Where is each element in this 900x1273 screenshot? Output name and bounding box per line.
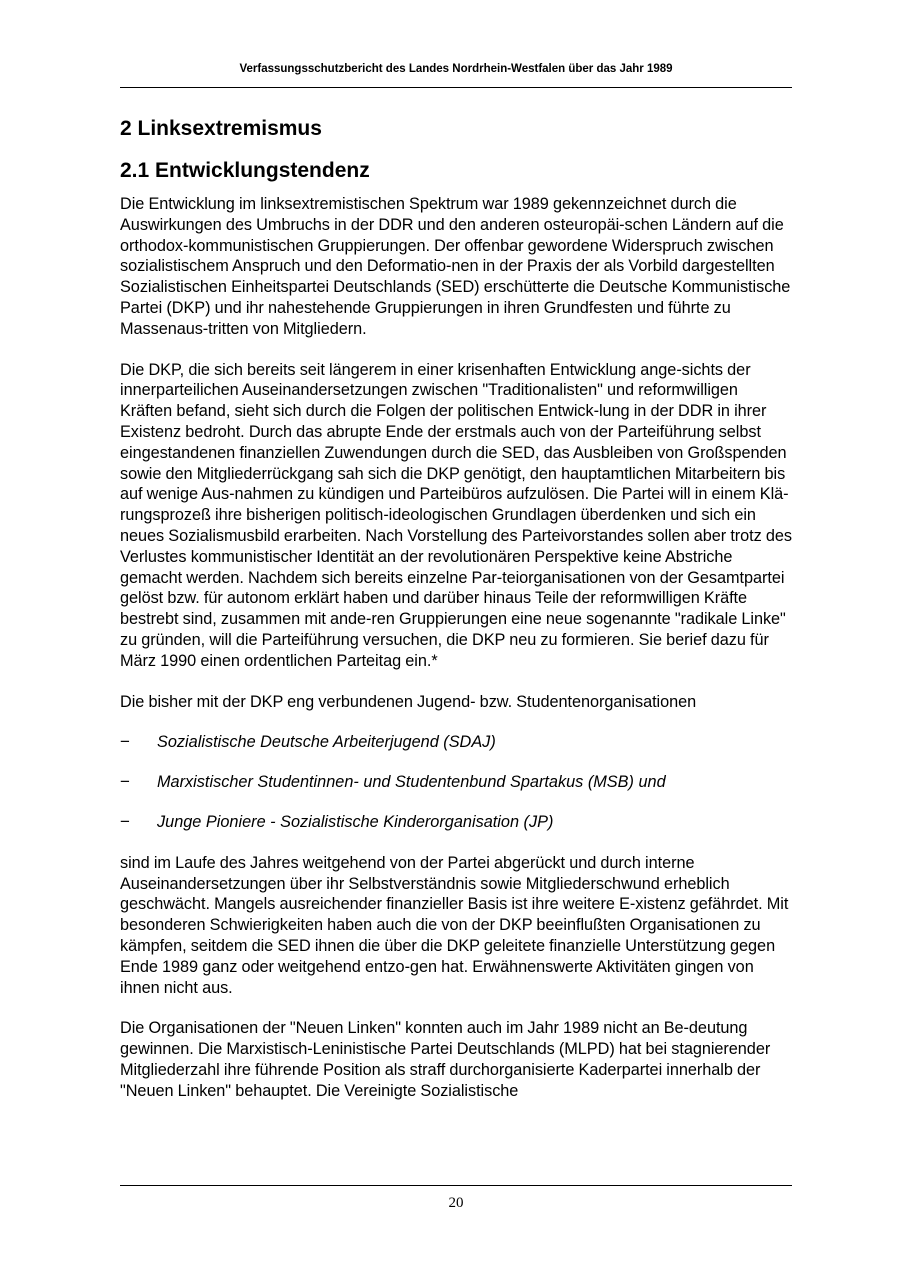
page-body <box>120 114 792 1101</box>
header-rule <box>120 87 792 88</box>
paragraph: Die Entwicklung im linksextremistischen Spektrum war 1989 gekennzeichnet durch die Auswirkungen des Umbruchs in der DDR und den anderen osteuropäi-schen Ländern auf die orthodox-kommunistischen Gruppierungen. Der offenbar gewordene Widerspruch zwischen sozialistischem Anspruch und den Deformatio-nen in der Praxis der als Vorbild dargestellten Sozialistischen Einheitspartei Deutschlands (SED) erschütterte die Deutsche Kommunistische Partei (DKP) und ihr nahestehende Gruppierungen in ihren Grundfesten und führte zu Massenaus-tritten von Mitgliedern. <box>120 195 791 338</box>
paragraph: Die bisher mit der DKP eng verbundenen Jugend- bzw. Studentenorganisationen <box>120 692 697 711</box>
paragraph: sind im Laufe des Jahres weitgehend von der Partei abgerückt und durch interne Auseinandersetzungen über ihr Selbstverständnis sowie Mitgliederschwund erheblich geschwächt. Mangels ausreichender finanzieller Basis ist ihre weitere E-xistenz gefährdet. Mit besonderen Schwierigkeiten haben auch die von der DKP beeinflußten Organisationen zu kämpfen, seitdem die SED ihnen die über die DKP geleitete finanzielle Unterstützung gegen Ende 1989 ganz oder weitgehend entzo-gen hat. Erwähnenswerte Aktivitäten gingen von ihnen nicht aus. <box>120 853 789 997</box>
section-heading: 2 Linksextremismus <box>120 117 322 140</box>
footer-rule <box>120 1185 792 1186</box>
dash-bullet-icon: − <box>120 812 130 832</box>
paragraph: Die DKP, die sich bereits seit längerem in einer krisenhaften Entwicklung ange-sichts der innerparteilichen Auseinandersetzungen zwischen "Traditionalisten" und reformwilligen Kräften befand, sieht sich durch die Folgen der politischen Entwick-lung in der DDR in ihrer Existenz bedroht. Durch das abrupte Ende der erstmals auch von der Parteiführung selbst eingestandenen finanziellen Zuwendungen durch die SED, das Ausbleiben von Großspenden sowie den Mitgliederrückgang sah sich die DKP genötigt, den hauptamtlichen Mitarbeitern bis auf wenige Aus-nahmen zu kündigen und Parteibüros aufzulösen. Die Partei will in einem Klä-rungsprozeß ihre bisherigen politisch-ideologischen Grundlagen überdenken und sich ein neues Sozialismusbild erarbeiten. Nach Vorstellung des Parteivorstandes sollen aber trotz des Verlustes kommunistischer Identität an der revolutionären Perspektive keine Abstriche gemacht werden. Nachdem sich bereits einzelne Par-teiorganisationen von der Gesamtpartei gelöst bzw. für autonom erklärt haben und darüber hinaus Teile der reformwilligen Kräfte bestrebt sind, zusammen mit ande-ren Gruppierungen eine neue sogenannte "radikale Linke" zu gründen, will die Parteiführung versuchen, die DKP neu zu formieren. Sie berief dazu für März 1990 einen ordentlichen Parteitag ein.* <box>120 360 793 670</box>
paragraph: Die Organisationen der "Neuen Linken" konnten auch im Jahr 1989 nicht an Be-deutung gewinnen. Die Marxistisch-Leninistische Partei Deutschlands (MLPD) hat bei stagnierender Mitgliederzahl ihre führende Position als straff durchorganisierte Kaderpartei innerhalb der "Neuen Linken" behauptet. Die Vereinigte Sozialistische <box>120 1019 771 1100</box>
dash-bullet-icon: − <box>120 731 130 751</box>
organization-list <box>120 732 792 833</box>
list-item-text: Junge Pioniere - Sozialistische Kinderorganisation (JP) <box>157 813 554 832</box>
running-header: Verfassungsschutzbericht des Landes Nordrhein-Westfalen über das Jahr 1989 <box>239 63 673 75</box>
page-number: 20 <box>448 1195 464 1211</box>
list-item-text: Marxistischer Studentinnen- und Studentenbund Spartakus (MSB) und <box>157 773 666 792</box>
list-item <box>120 732 792 753</box>
list-item <box>120 812 792 833</box>
subsection-heading: 2.1 Entwicklungstendenz <box>120 159 370 182</box>
list-item-text: Sozialistische Deutsche Arbeiterjugend (SDAJ) <box>157 732 496 751</box>
dash-bullet-icon: − <box>120 772 130 792</box>
list-item <box>120 772 792 793</box>
